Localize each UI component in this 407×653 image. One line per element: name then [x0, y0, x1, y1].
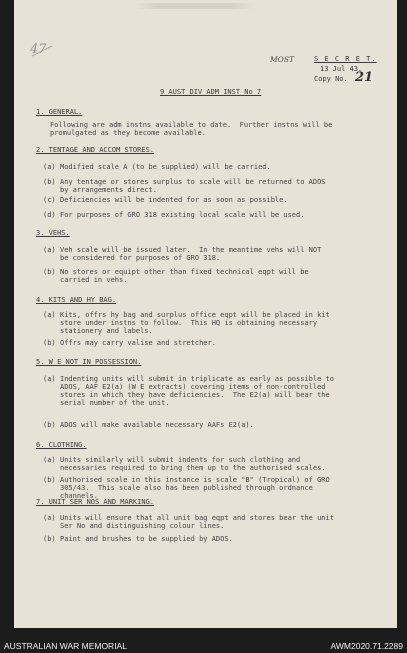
item-text-line: 305/43. This scale also has been published through ordnance: [60, 484, 313, 492]
item-label: (d): [43, 211, 56, 219]
faint-top-mark: [134, 3, 254, 9]
footer-bar: [0, 640, 407, 653]
section-text-line: promulgated as they become available.: [50, 129, 206, 137]
item-text-line: Paint and brushes to be supplied by ADOS.: [60, 535, 233, 543]
section-heading: 2. TENTAGE AND ACCOM STORES.: [36, 146, 155, 154]
item-text-line: Any tentage or stores surplus to scale will be returned to ADOS: [60, 178, 326, 186]
pencil-strike-mark: [30, 42, 56, 60]
pencil-annotation: [30, 42, 54, 62]
item-label: (b): [43, 476, 56, 484]
item-label: (a): [43, 514, 56, 522]
pencil-annotation-text: 47: [30, 42, 47, 57]
item-label: (a): [43, 456, 56, 464]
item-label: (b): [43, 268, 56, 276]
item-text-line: Units will ensure that all unit bag eqpt and stores bear the unit: [60, 514, 334, 522]
handwritten-most: MOST: [270, 55, 294, 64]
item-text-line: necessaries required to bring them up to the authorised scales.: [60, 464, 326, 472]
item-text-line: Authorised scale in this instance is scale "B" (Tropical) of GRO: [60, 476, 330, 484]
item-text-line: store under instns to follow. This HQ is obtaining necessary: [60, 319, 318, 327]
section-heading: 7. UNIT SER NOS AND MARKING.: [36, 498, 155, 506]
item-text-line: ADOS will make available necessary AAFs E2(a).: [60, 421, 254, 429]
item-text-line: Modified scale A (to be supplied) will be carried.: [60, 163, 271, 171]
item-text-line: Offrs may carry valise and stretcher.: [60, 339, 216, 347]
document-title: 9 AUST DIV ADM INST No 7: [160, 88, 262, 96]
item-label: (b): [43, 421, 56, 429]
footer-source: AUSTRALIAN WAR MEMORIAL: [4, 641, 127, 651]
item-text-line: No stores or equipt other than fixed technical eqpt will be: [60, 268, 309, 276]
item-text-line: stores in which they have deficiencies. The E2(a) will bear the: [60, 391, 330, 399]
section-heading: 3. VEHS.: [36, 229, 70, 237]
section-text-line: Following are adm instns available to date. Further instns will be: [50, 121, 333, 129]
item-text-line: channels.: [60, 492, 98, 500]
item-text-line: Units similarly will submit indents for such clothing and: [60, 456, 301, 464]
item-text-line: carried in vehs.: [60, 276, 128, 284]
section-heading: 1. GENERAL.: [36, 108, 83, 116]
document-page: [14, 0, 397, 628]
item-text-line: ADOS, AAF E2(a) (W E extracts) covering items of non-controlled: [60, 383, 326, 391]
item-text-line: be considered for purposes of GRO 318.: [60, 254, 221, 262]
classification-label: S E C R E T.: [314, 55, 377, 63]
item-text-line: Indenting units will submit in triplicate as early as possible to: [60, 375, 334, 383]
item-label: (a): [43, 246, 56, 254]
footer-accession-number: AWM2020.71.2289: [330, 641, 403, 651]
copy-label: Copy No.: [314, 75, 348, 83]
item-text-line: serial number of the unit.: [60, 399, 170, 407]
item-text-line: Kits, offrs hy bag and surplus office eqpt will be placed in kit: [60, 311, 330, 319]
item-label: (c): [43, 196, 56, 204]
item-label: (a): [43, 311, 56, 319]
section-heading: 5. W E NOT IN POSSESSION.: [36, 358, 142, 366]
item-text-line: stationery and labels.: [60, 327, 153, 335]
section-heading: 6. CLOTHING.: [36, 441, 87, 449]
item-label: (b): [43, 178, 56, 186]
document-date: 13 Jul 43.: [320, 65, 363, 73]
item-text-line: Veh scale will be issued later. In the meantime vehs will NOT: [60, 246, 322, 254]
item-label: (b): [43, 339, 56, 347]
item-text-line: Deficiencies will be indented for as soon as possible.: [60, 196, 288, 204]
copy-number: 21: [355, 70, 374, 85]
section-heading: 4. KITS AND HY BAG.: [36, 296, 117, 304]
item-text-line: Ser No and distinguishing colour lines.: [60, 522, 225, 530]
item-text-line: by arrangements direct.: [60, 186, 157, 194]
item-label: (b): [43, 535, 56, 543]
item-text-line: For purposes of GRO 318 existing local scale will be used.: [60, 211, 305, 219]
item-label: (a): [43, 375, 56, 383]
item-label: (a): [43, 163, 56, 171]
